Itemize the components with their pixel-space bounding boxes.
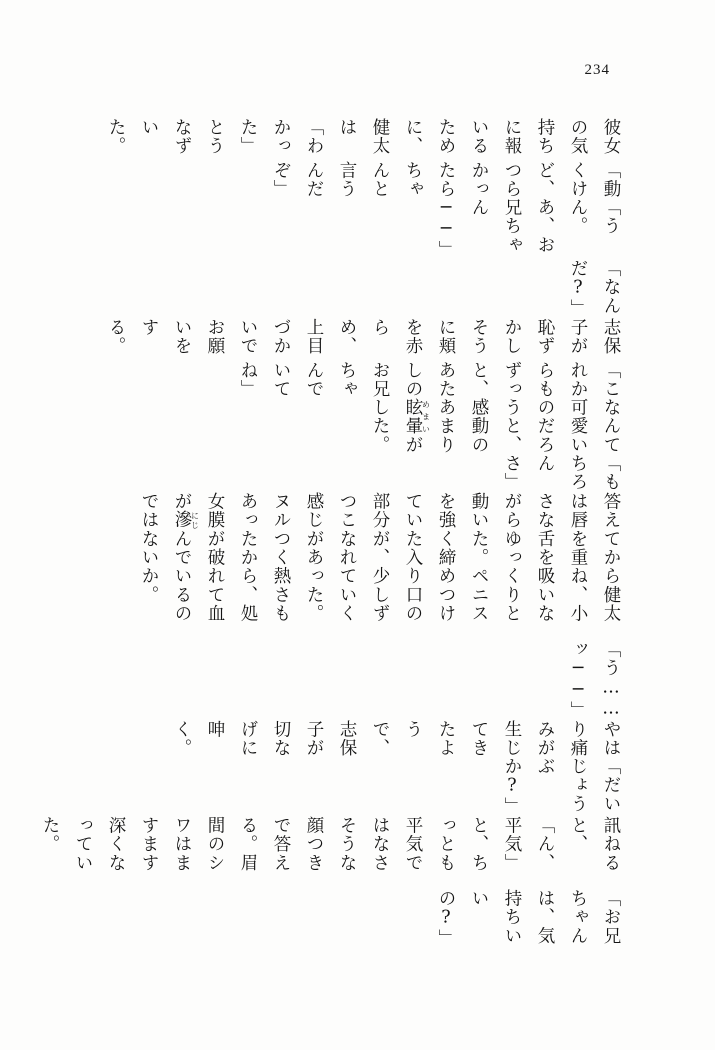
paragraph: 「動くけど、つらかったらちゃんと言うんだぞ」 [271,160,621,199]
page-number: 234 [584,62,610,78]
paragraph: 志保子が恥ずかしそうに頬を赤らめ、上目づかいでお願いをする。 [106,317,621,356]
paragraph: 彼女の気持ちに報いるために、健太は「わかった」とうなずいた。 [106,118,621,156]
ruby-annotation [172,510,200,530]
paragraph: 訊ねると、「ん、平気」と、ちっとも平気ではなさそうな顔つきで答える。眉間のシワはますます深くなっていた。 [40,815,621,872]
paragraph-with-ruby [132,492,627,640]
ruby-base: 滲 [172,510,192,530]
paragraph: 「うん。あ、お兄ちゃん──」 [436,198,621,260]
paragraph: 「だいじょうぶか?」 [502,757,621,816]
ruby-base: 眩暈 [403,398,423,436]
paragraph-part: なんて可愛いのだろうと、感動のあまり [436,398,621,455]
ruby-annotation [403,398,431,436]
paragraph: やはり痛みが生じてきたようで、志保子が切なげに呻く。 [172,719,621,758]
paragraph: 「もちろんさ」 [502,454,621,492]
paragraph-with-ruby [363,398,627,454]
paragraph-part: 答えてから健太は唇を重ね、小さな舌を吸いながらゆっくりと動いた。ペニスを強く締めつけていた入り口の部分が、少しずつこなれていく感じがあった。ヌルつく熱さもあったから、処女膜が破れて血が [172,491,621,623]
paragraph: 「なんだ?」 [568,259,621,318]
paragraph-part: がした。 [370,398,423,455]
paragraph-part: んでいるのではないか。 [139,491,192,623]
ruby-text: にじ [190,510,200,530]
ruby-text: めまい [421,398,431,436]
page-body-text [40,118,627,949]
paragraph: 「これからもずっと、あたしのお兄ちゃんでいてね」 [238,360,621,399]
paragraph: 「お兄ちゃんは、気持ちいいの?」 [436,889,621,949]
paragraph: 「う……ッ──」 [568,640,621,720]
